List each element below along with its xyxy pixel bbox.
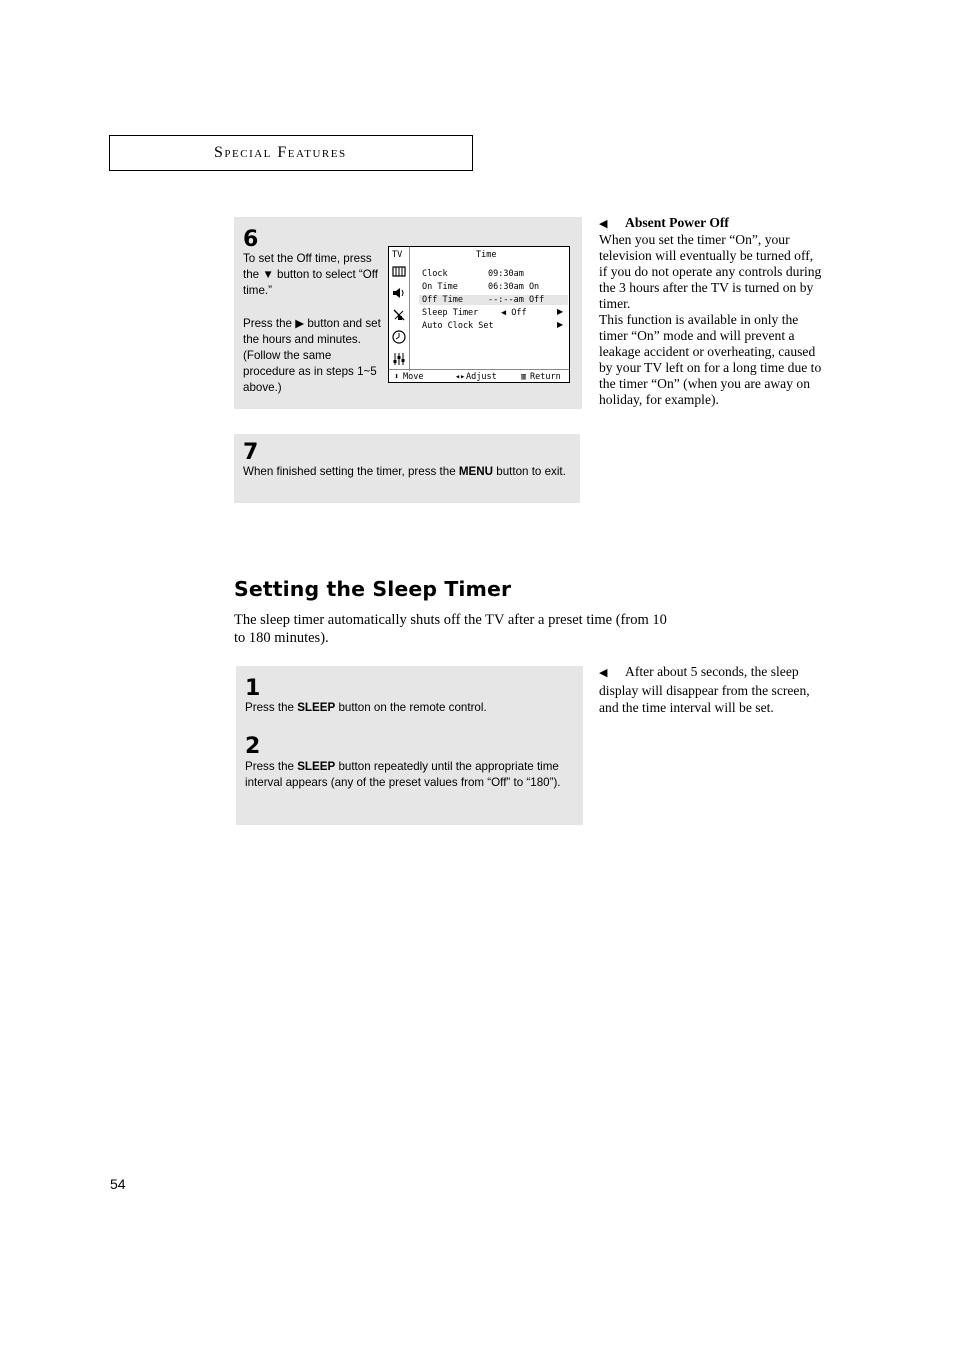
menu-icon: ▥ [521,372,527,382]
step-number: 6 [243,227,259,252]
left-arrow-icon: ◀ [599,666,608,679]
note-sleep-display [599,663,824,717]
osd-row-sleep-timer: Sleep Timer ◀ Off [422,308,527,318]
step-6-instruction-2: Press the ▶ button and set the hours and minutes. (Follow the same procedure as in steps 1~5 above.) [243,317,381,394]
sleep-button-name: SLEEP [297,760,336,773]
osd-row-clock: Clock 09:30am [422,269,524,279]
tv-osd-time-menu [388,246,570,383]
osd-row-on-time: On Time 06:30am On [422,282,540,292]
step-7-box [234,434,580,503]
note-title: Absent Power Off [625,215,729,230]
section-intro: The sleep timer automatically shuts off the TV after a preset time (from 10 to 180 minutes). [234,612,667,646]
step-1-instruction: Press the SLEEP button on the remote control. [245,701,487,714]
step-7-instruction: When finished setting the timer, press the MENU button to exit. [243,465,566,478]
note-text: After about 5 seconds, the sleep display will disappear from the screen, and the time interval will be set. [599,664,810,715]
left-right-icon: ◂▸ [455,372,466,382]
note-text-1: When you set the timer “On”, your television will eventually be turned off, if you do not operate any controls during the 3 hours after the TV is turned on by timer. [599,232,822,311]
menu-button-name: MENU [458,465,494,478]
right-arrow-icon: ▶ [557,307,564,316]
section-header [109,135,473,171]
step-number: 1 [245,676,261,701]
steps-1-2-box [236,666,583,825]
page-number: 54 [110,1176,126,1192]
section-title: Special Features [214,144,347,161]
section-heading: Setting the Sleep Timer [234,577,512,601]
step-number: 7 [243,440,259,465]
clock-icon [391,329,407,345]
osd-return-label: Return [530,372,561,382]
right-arrow-icon: ▶ [557,320,564,329]
left-arrow-icon: ◀ [599,217,608,230]
step-2-instruction: Press the SLEEP button repeatedly until the appropriate time interval appears (any of the preset values from “Off” to “180”). [245,760,561,789]
setup-icon [391,351,407,367]
osd-row-auto-clock-set: Auto Clock Set [422,321,494,331]
osd-tv-label: TV [392,250,403,260]
picture-icon [391,264,407,280]
sound-icon [391,285,407,301]
osd-title: Time [476,250,497,260]
osd-move-label: Move [403,372,424,382]
note-text-2: This function is available in only the timer “On” mode and will prevent a leakage accident or overheating, caused by your TV left on for a long time due to the timer “On” (when you are away on holiday, for example). [599,312,822,407]
sleep-button-name: SLEEP [297,701,336,714]
osd-row-off-time-selected: Off Time --:--am Off [419,295,568,305]
osd-footer [389,369,569,383]
note-absent-power-off [599,215,824,408]
up-down-icon: ⬍ [394,372,400,382]
channel-icon [391,307,407,323]
step-6-instruction-1: To set the Off time, press the ▼ button to select “Off time.” [243,252,378,297]
osd-sidebar [389,247,410,371]
osd-adjust-label: Adjust [466,372,497,382]
step-number: 2 [245,734,261,759]
